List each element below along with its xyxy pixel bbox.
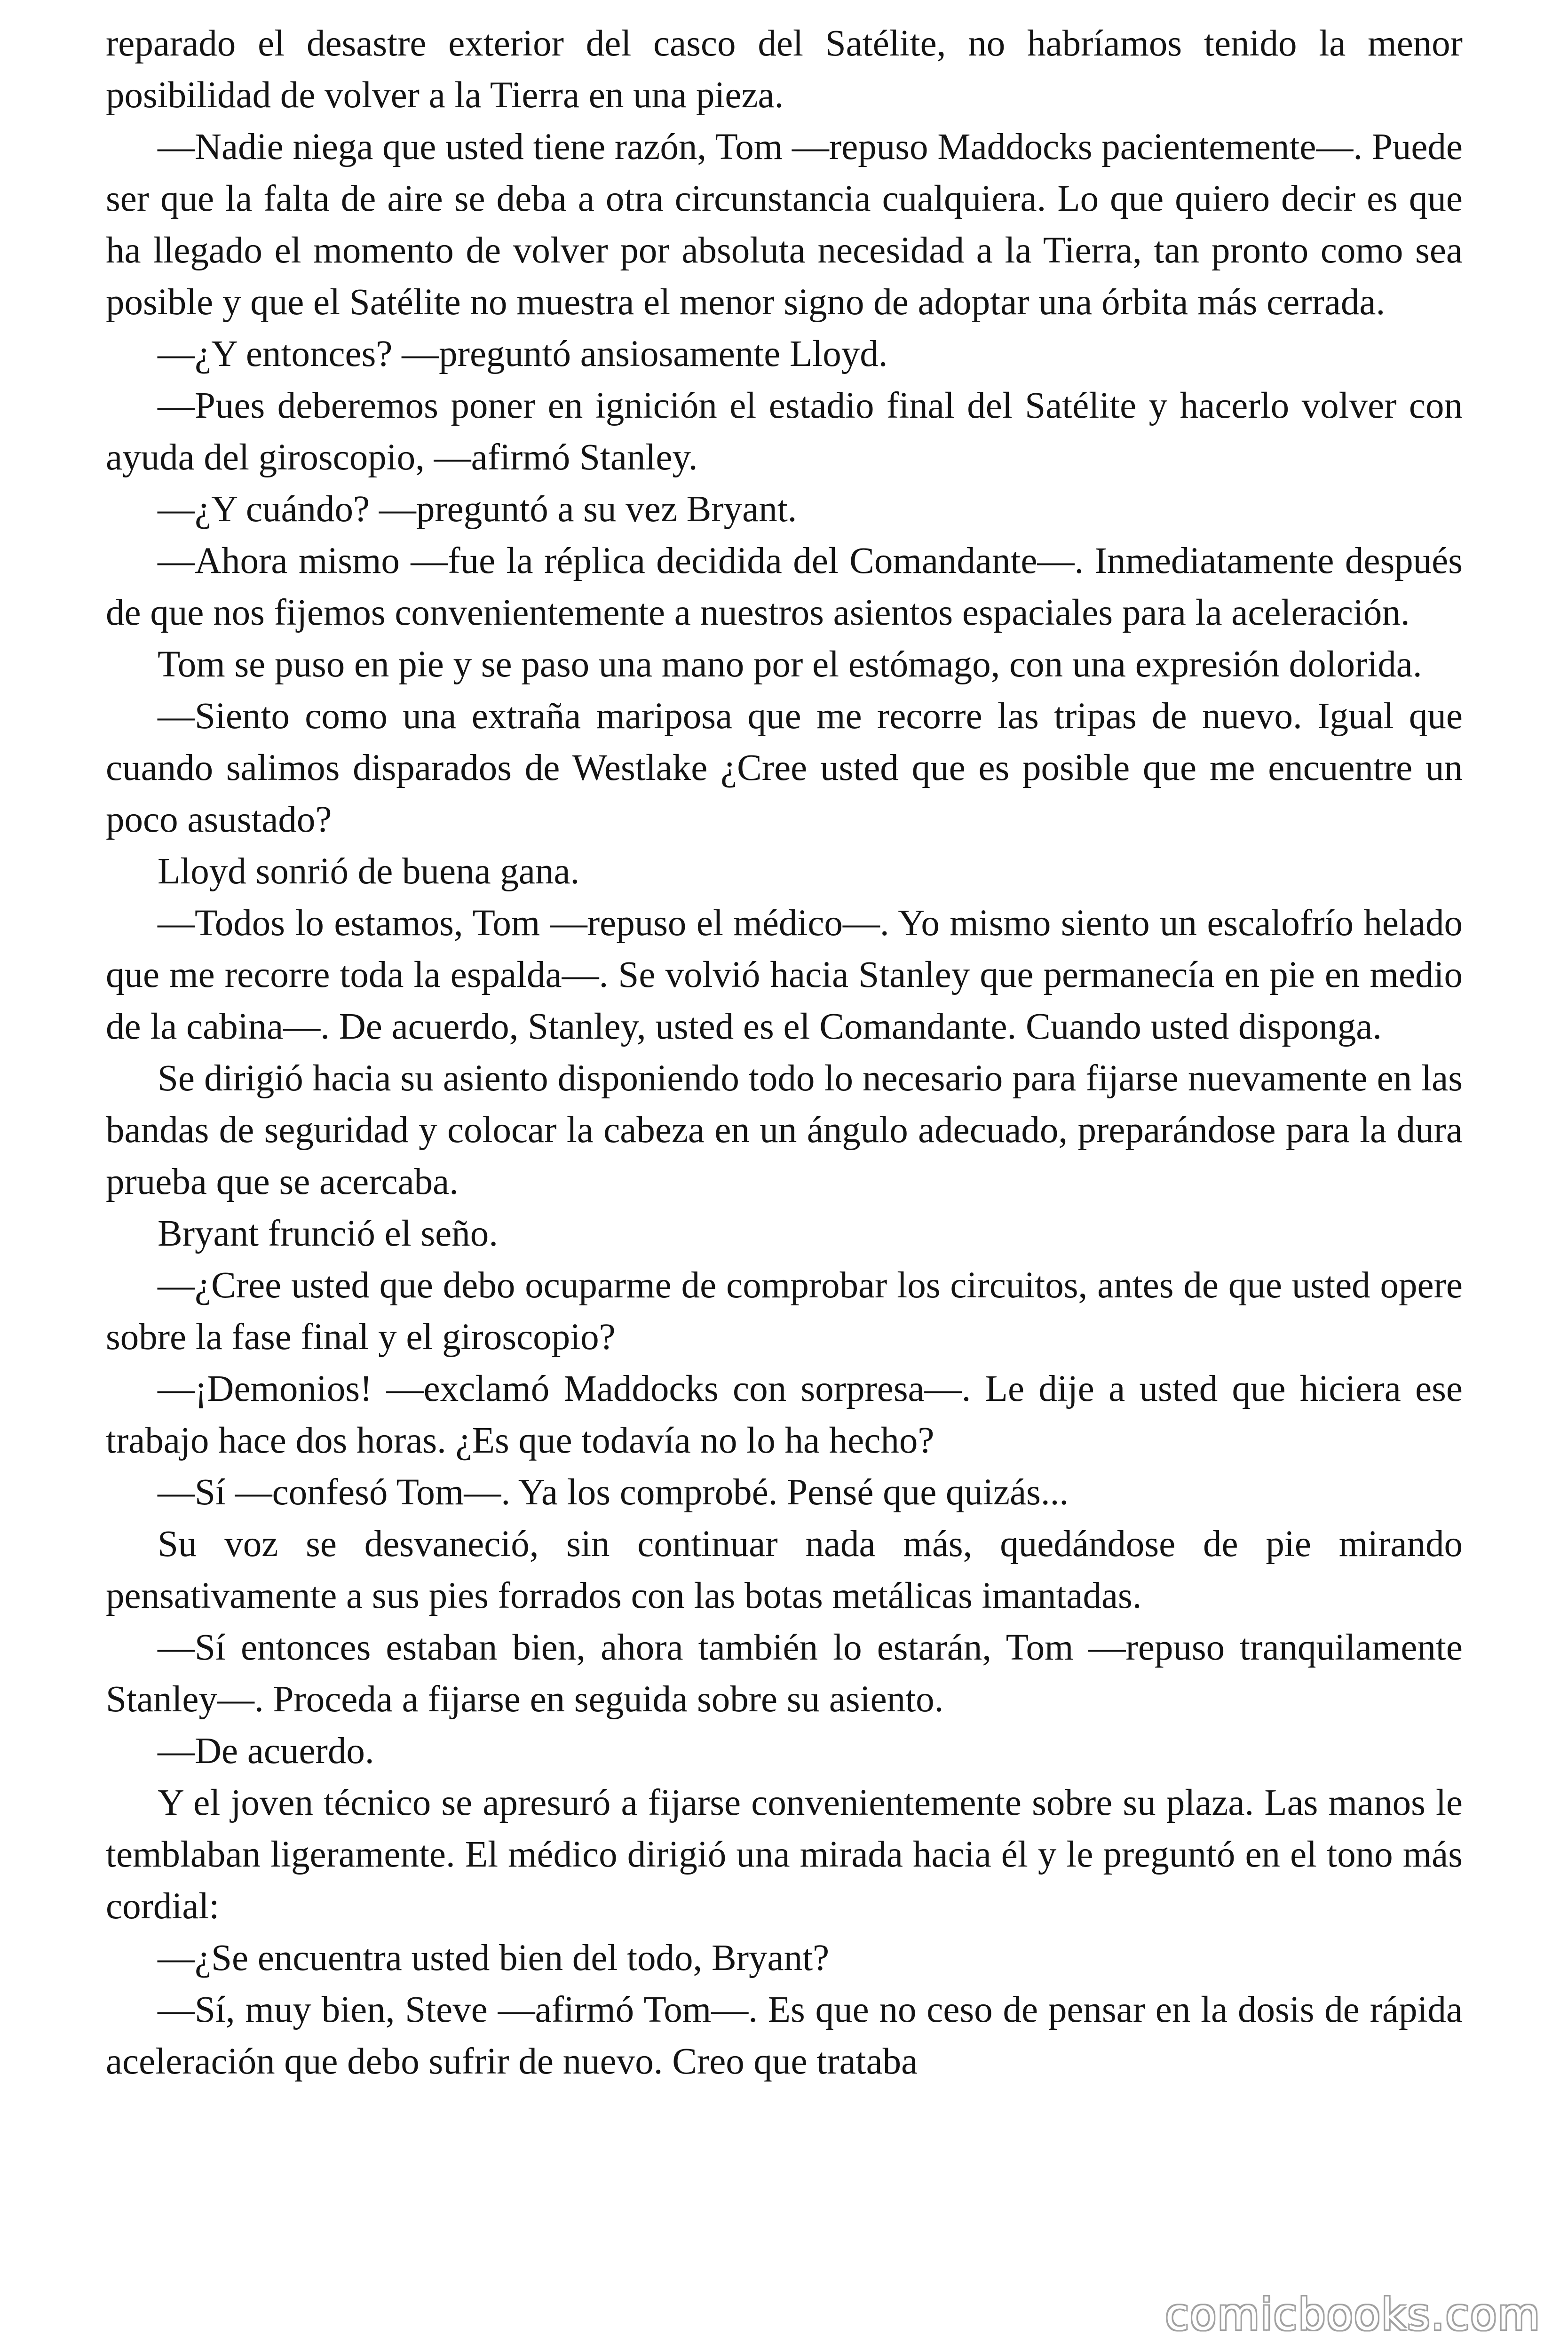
paragraph-20: —¿Se encuentra usted bien del todo, Bryant? (158, 1938, 830, 1979)
paragraph-4: —Pues deberemos poner en ignición el estadio final del Satélite y hacerlo volver con ayuda del giroscopio, —afirmó Stanley. (106, 385, 1463, 478)
paragraph-8: —Siento como una extraña mariposa que me recorre las tripas de nuevo. Igual que cuando salimos disparados de Westlake ¿Cree usted que es posible que me encuentre un poco asustado? (106, 696, 1463, 840)
paragraph-6: —Ahora mismo —fue la réplica decidida del Comandante—. Inmediatamente después de que nos fijemos convenientemente a nuestros asientos espaciales para la aceleración. (106, 540, 1463, 633)
paragraph-14: —¡Demonios! —exclamó Maddocks con sorpresa—. Le dije a usted que hiciera ese trabajo hace dos horas. ¿Es que todavía no lo ha hecho? (106, 1368, 1463, 1461)
paragraph-17: —Sí entonces estaban bien, ahora también lo estarán, Tom —repuso tranquilamente Stanley—. Proceda a fijarse en seguida sobre su asiento. (106, 1627, 1463, 1720)
paragraph-3: —¿Y entonces? —preguntó ansiosamente Lloyd. (158, 334, 888, 374)
paragraph-19: Y el joven técnico se apresuró a fijarse convenientemente sobre su plaza. Las manos le temblaban ligeramente. El médico dirigió una mirada hacia él y le preguntó en el tono más cordial: (106, 1782, 1463, 1927)
paragraph-11: Se dirigió hacia su asiento disponiendo todo lo necesario para fijarse nuevamente en las bandas de seguridad y colocar la cabeza en un ángulo adecuado, preparándose para la dura prueba que se acercaba. (106, 1058, 1463, 1202)
paragraph-12: Bryant frunció el seño. (158, 1213, 498, 1254)
paragraph-15: —Sí —confesó Tom—. Ya los comprobé. Pensé que quizás... (158, 1472, 1069, 1513)
paragraph-9: Lloyd sonrió de buena gana. (158, 851, 580, 892)
paragraph-21: —Sí, muy bien, Steve —afirmó Tom—. Es que no ceso de pensar en la dosis de rápida aceleración que debo sufrir de nuevo. Creo que trataba (106, 1989, 1463, 2082)
paragraph-18: —De acuerdo. (158, 1731, 374, 1772)
paragraph-10: —Todos lo estamos, Tom —repuso el médico—. Yo mismo siento un escalofrío helado que me recorre toda la espalda—. Se volvió hacia Stanley que permanecía en pie en medio de la cabina—. De acuerdo, Stanley, usted es el Comandante. Cuando usted disponga. (106, 903, 1463, 1047)
paragraph-1: reparado el desastre exterior del casco del Satélite, no habríamos tenido la menor posibilidad de volver a la Tierra en una pieza. (106, 23, 1463, 116)
paragraph-2: —Nadie niega que usted tiene razón, Tom —repuso Maddocks pacientemente—. Puede ser que la falta de aire se deba a otra circunstancia cualquiera. Lo que quiero decir es que ha llegado el momento de volver por absoluta necesidad a la Tierra, tan pronto como sea posible y que el Satélite no muestra el menor signo de adoptar una órbita más cerrada. (106, 127, 1463, 323)
paragraph-7: Tom se puso en pie y se paso una mano por el estómago, con una expresión dolorida. (158, 644, 1422, 685)
page-body (106, 18, 1463, 2323)
paragraph-5: —¿Y cuándo? —preguntó a su vez Bryant. (158, 489, 797, 530)
watermark: comicbooks.com (1165, 2289, 1541, 2340)
paragraph-13: —¿Cree usted que debo ocuparme de comprobar los circuitos, antes de que usted opere sobre la fase final y el giroscopio? (106, 1265, 1463, 1358)
paragraph-16: Su voz se desvaneció, sin continuar nada más, quedándose de pie mirando pensativamente a sus pies forrados con las botas metálicas imantadas. (106, 1524, 1463, 1616)
